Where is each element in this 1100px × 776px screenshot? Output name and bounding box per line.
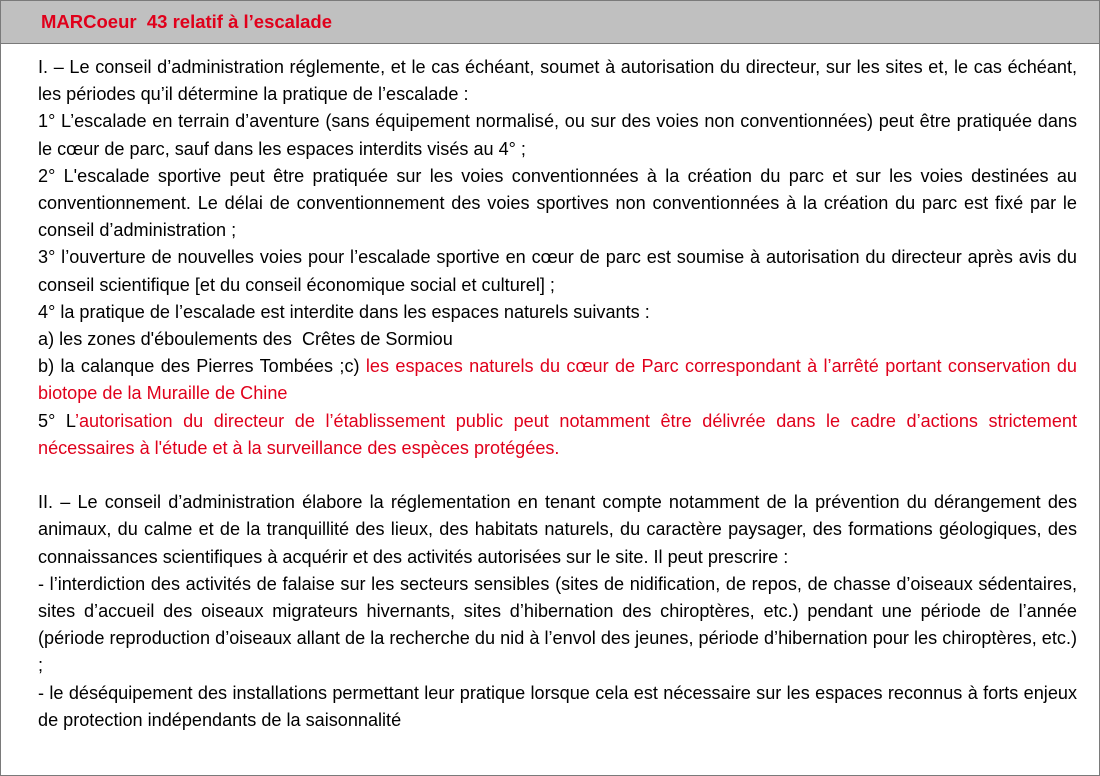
section-1-item-5 [38, 408, 1083, 462]
item-4c-highlight: les espaces naturels du cœur de Parc correspondant à l’arrêté portant conservation du biotope de la Muraille de Chine [38, 356, 1083, 404]
section-2-intro: II. – Le conseil d’administration élabore la réglementation en tenant compte notamment de la prévention du dérangement des animaux, du calme et de la tranquillité des lieux, des habitats naturels, du caractère paysager, des formations géologiques, des connaissances scientifiques à acquérir et des activités autorisées sur le site. Il peut prescrire : [38, 492, 1083, 567]
item-5-number: 5° L [38, 410, 75, 431]
section-1-item-2: 2° L'escalade sportive peut être pratiquée sur les voies conventionnées à la création du parc et sur les voies destinées au conventionnement. Le délai de conventionnement des voies sportives non conventionnées à la création du parc est fixé par le conseil d’administration ; [38, 165, 1083, 241]
section-1-item-3: 3° l’ouverture de nouvelles voies pour l’escalade sportive en cœur de parc est soumise à autorisation du directeur après avis du conseil scientifique [et du conseil économique social et culturel] ; [38, 247, 1083, 295]
section-1-item-4: 4° la pratique de l’escalade est interdite dans les espaces naturels suivants : [38, 301, 650, 322]
page-title: MARCoeur 43 relatif à l’escalade [41, 11, 332, 32]
section-spacer [38, 462, 1077, 489]
item-4b-text: b) la calanque des Pierres Tombées ;c) [38, 356, 366, 377]
section-1-item-1: 1° L’escalade en terrain d’aventure (sans équipement normalisé, ou sur des voies non conventionnées) peut être pratiquée dans le cœur de parc, sauf dans les espaces interdits visés au 4° ; [38, 111, 1083, 159]
section-1-intro: I. – Le conseil d’administration réglemente, et le cas échéant, soumet à autorisation du directeur, sur les sites et, le cas échéant, les périodes qu’il détermine la pratique de l’escalade : [38, 57, 1083, 105]
section-2-bullet-1: - l’interdiction des activités de falaise sur les secteurs sensibles (sites de nidification, de repos, de chasse d’oiseaux sédentaires, sites d’accueil des oiseaux migrateurs hivernants, sites d’hibernation des chiroptères, etc.) pendant une période de l’année (période reproduction d’oiseaux allant de la recherche du nid à l’envol des jeunes, période d’hibernation pour les chiroptères, etc.) ; [38, 573, 1083, 676]
section-1-item-4b [38, 353, 1083, 407]
body-cell [1, 44, 1099, 734]
item-5-highlight: ’autorisation du directeur de l’établissement public peut notamment être délivrée dans le cadre d’actions strictement nécessaires à l'étude et à la surveillance des espèces protégées. [38, 410, 1083, 458]
header-band [1, 1, 1099, 44]
section-2-bullet-2: - le déséquipement des installations permettant leur pratique lorsque cela est nécessaire sur les espaces reconnus à forts enjeux de protection indépendants de la saisonnalité [38, 682, 1083, 730]
section-1-item-4a: a) les zones d'éboulements des Crêtes de Sormiou [38, 329, 453, 350]
